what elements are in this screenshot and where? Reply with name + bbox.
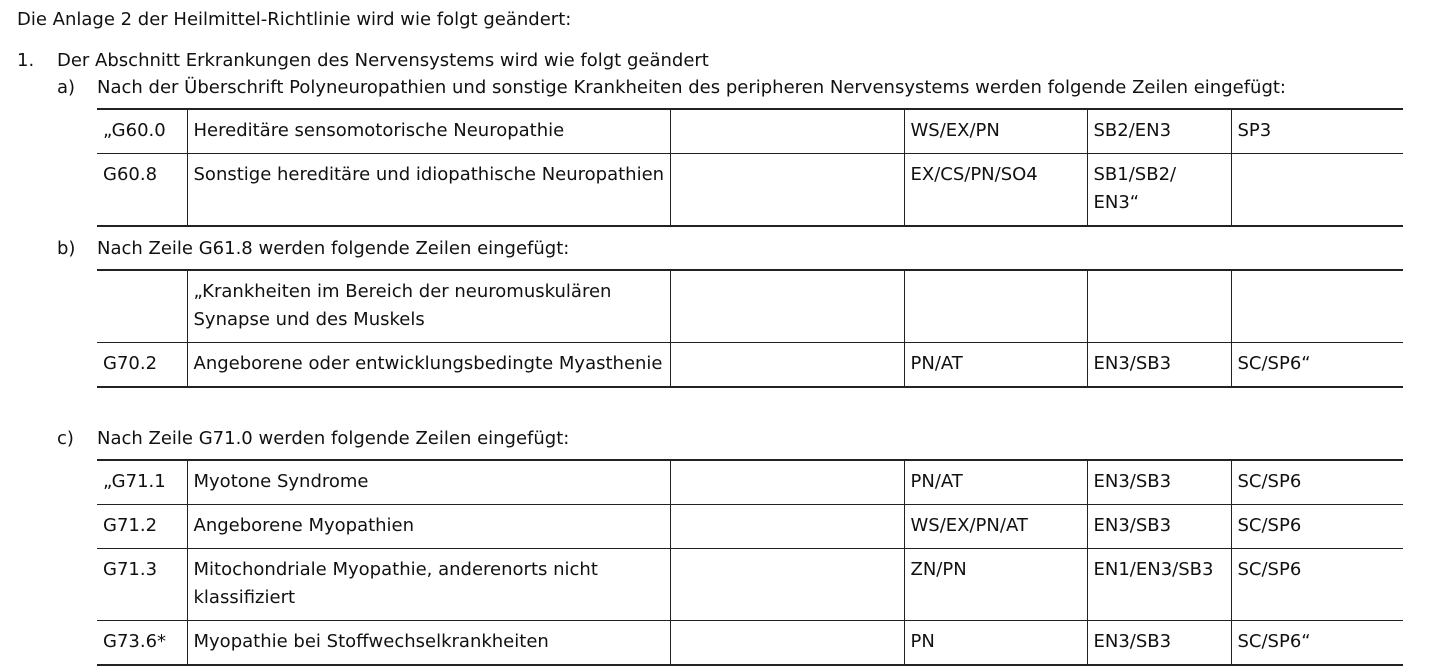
- diagnosis-name: Myopathie bei Stoffwechselkrankheiten: [187, 621, 670, 666]
- col3-cell: [670, 270, 904, 343]
- col4-cell: PN: [904, 621, 1087, 666]
- icd-code: „G71.1: [97, 460, 187, 505]
- col5-cell: SB1/SB2/ EN3“: [1087, 154, 1231, 227]
- sub-c-label: c): [57, 428, 74, 449]
- col5-cell: EN1/EN3/SB3: [1087, 549, 1231, 621]
- table-c: [97, 459, 1403, 666]
- col6-cell: SC/SP6: [1231, 549, 1403, 621]
- table-row: [97, 109, 1403, 154]
- col3-cell: [670, 109, 904, 154]
- diagnosis-name: Myotone Syndrome: [187, 460, 670, 505]
- icd-code: „G60.0: [97, 109, 187, 154]
- icd-code: G60.8: [97, 154, 187, 227]
- col4-cell: [904, 270, 1087, 343]
- table-row: [97, 270, 1403, 343]
- table-row: [97, 505, 1403, 549]
- icd-code: [97, 270, 187, 343]
- table-row: [97, 343, 1403, 388]
- icd-code: G71.3: [97, 549, 187, 621]
- col3-cell: [670, 343, 904, 388]
- table-row: [97, 621, 1403, 666]
- col3-cell: [670, 549, 904, 621]
- col6-cell: SC/SP6“: [1231, 343, 1403, 388]
- col6-cell: SC/SP6“: [1231, 621, 1403, 666]
- icd-code: G70.2: [97, 343, 187, 388]
- diagnosis-name: Sonstige hereditäre und idiopathische Neuropathien: [187, 154, 670, 227]
- col6-cell: [1231, 270, 1403, 343]
- col3-cell: [670, 460, 904, 505]
- table-b: [97, 269, 1403, 388]
- col5-cell: [1087, 270, 1231, 343]
- col6-cell: [1231, 154, 1403, 227]
- col4-cell: WS/EX/PN: [904, 109, 1087, 154]
- col5-cell: EN3/SB3: [1087, 343, 1231, 388]
- item-1-number: 1.: [17, 50, 35, 71]
- col5-cell: EN3/SB3: [1087, 621, 1231, 666]
- diagnosis-name: Angeborene Myopathien: [187, 505, 670, 549]
- diagnosis-name: Hereditäre sensomotorische Neuropathie: [187, 109, 670, 154]
- icd-code: G71.2: [97, 505, 187, 549]
- col5-cell: SB2/EN3: [1087, 109, 1231, 154]
- col3-cell: [670, 154, 904, 227]
- col3-cell: [670, 621, 904, 666]
- table-row: [97, 154, 1403, 227]
- item-1-text: Der Abschnitt Erkrankungen des Nervensystems wird wie folgt geändert: [57, 50, 709, 71]
- diagnosis-name: Angeborene oder entwicklungsbedingte Myasthenie: [187, 343, 670, 388]
- col3-cell: [670, 505, 904, 549]
- sub-a-text: Nach der Überschrift Polyneuropathien und sonstige Krankheiten des peripheren Nervensystems werden folgende Zeilen eingefügt:: [97, 77, 1286, 98]
- col4-cell: PN/AT: [904, 343, 1087, 388]
- col5-cell: EN3/SB3: [1087, 505, 1231, 549]
- sub-a-label: a): [57, 77, 76, 98]
- col5-cell: EN3/SB3: [1087, 460, 1231, 505]
- table-row: [97, 549, 1403, 621]
- col4-cell: ZN/PN: [904, 549, 1087, 621]
- icd-code: G73.6*: [97, 621, 187, 666]
- col4-cell: PN/AT: [904, 460, 1087, 505]
- sub-c-text: Nach Zeile G71.0 werden folgende Zeilen eingefügt:: [97, 428, 570, 449]
- sub-b-text: Nach Zeile G61.8 werden folgende Zeilen eingefügt:: [97, 238, 570, 259]
- col4-cell: EX/CS/PN/SO4: [904, 154, 1087, 227]
- col6-cell: SP3: [1231, 109, 1403, 154]
- col4-cell: WS/EX/PN/AT: [904, 505, 1087, 549]
- table-row: [97, 460, 1403, 505]
- sub-b-label: b): [57, 238, 76, 259]
- diagnosis-name: Mitochondriale Myopathie, anderenorts nicht klassifiziert: [187, 549, 670, 621]
- table-a: [97, 108, 1403, 227]
- col6-cell: SC/SP6: [1231, 505, 1403, 549]
- intro-text: Die Anlage 2 der Heilmittel-Richtlinie wird wie folgt geändert:: [17, 9, 572, 30]
- diagnosis-name: „Krankheiten im Bereich der neuromuskulären Synapse und des Muskels: [187, 270, 670, 343]
- col6-cell: SC/SP6: [1231, 460, 1403, 505]
